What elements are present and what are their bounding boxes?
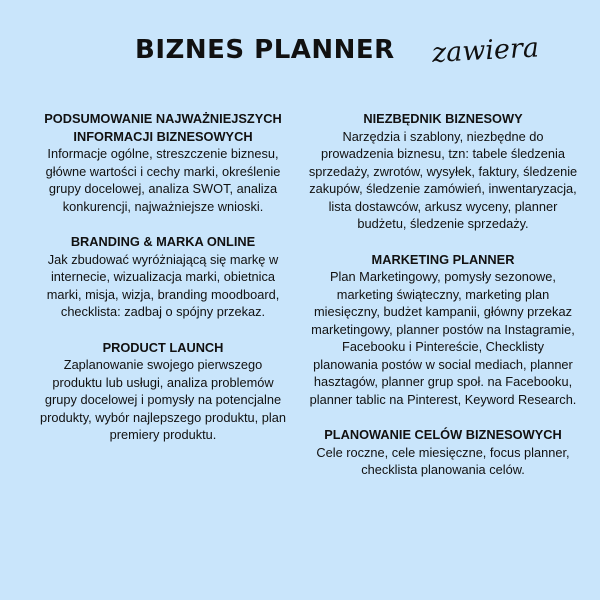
section-summary (38, 110, 288, 215)
section-branding (38, 233, 288, 321)
page-title: BIZNES PLANNER (135, 35, 395, 65)
section-body: Narzędzia i szablony, niezbędne do prowadzenia biznesu, tzn: tabele śledzenia sprzedaży, zwrotów, wysyłek, faktury, śledzenie zakupów, śledzenie zamówień, inwentaryzacja, lista dostawców, arkusz wyceny, planner budżetu, śledzenie sprzedaży. (308, 128, 578, 231)
right-column (308, 110, 578, 497)
section-body: Plan Marketingowy, pomysły sezonowe, marketing świąteczny, marketing plan miesięczny, budżet kampanii, główny przekaz marketingowy, planner postów na Instagramie, Facebooku i Pintereście, Checklisty planowania postów w social mediach, planner hasztagów, planner grup społ. na Facebooku, planner tablic na Pinterest, Keyword Research. (309, 269, 577, 407)
section-body: Jak zbudować wyróżniającą się markę w internecie, wizualizacja marki, obietnica marki, misja, wizja, branding moodboard, checklista: zadbaj o spójny przekaz. (46, 251, 280, 319)
header (0, 32, 600, 92)
page-subtitle: zawiera (431, 32, 540, 69)
section-title: PLANOWANIE CELÓW BIZNESOWYCH (324, 427, 562, 442)
section-title: NIEZBĘDNIK BIZNESOWY (363, 111, 523, 126)
section-body: Cele roczne, cele miesięczne, focus planner, checklista planowania celów. (316, 444, 570, 477)
section-title: PODSUMOWANIE NAJWAŻNIEJSZYCH INFORMACJI BIZNESOWYCH (44, 111, 282, 144)
section-body: Informacje ogólne, streszczenie biznesu, główne wartości i cechy marki, określenie grupy docelowej, analiza SWOT, analiza konkurencji, najważniejsze wnioski. (45, 146, 281, 214)
section-title: BRANDING & MARKA ONLINE (70, 234, 256, 249)
section-product-launch (38, 339, 288, 444)
section-body: Zaplanowanie swojego pierwszego produktu lub usługi, analiza problemów grupy docelowej i pomysły na potencjalne produkty, wybór najlepszego produktu, plan premiery produktu. (40, 357, 286, 442)
section-title: PRODUCT LAUNCH (102, 339, 224, 355)
section-marketing-planner (308, 251, 578, 409)
section-business-toolkit (308, 110, 578, 233)
left-column (38, 110, 288, 462)
section-title: MARKETING PLANNER (371, 251, 515, 267)
section-business-goals (308, 426, 578, 479)
